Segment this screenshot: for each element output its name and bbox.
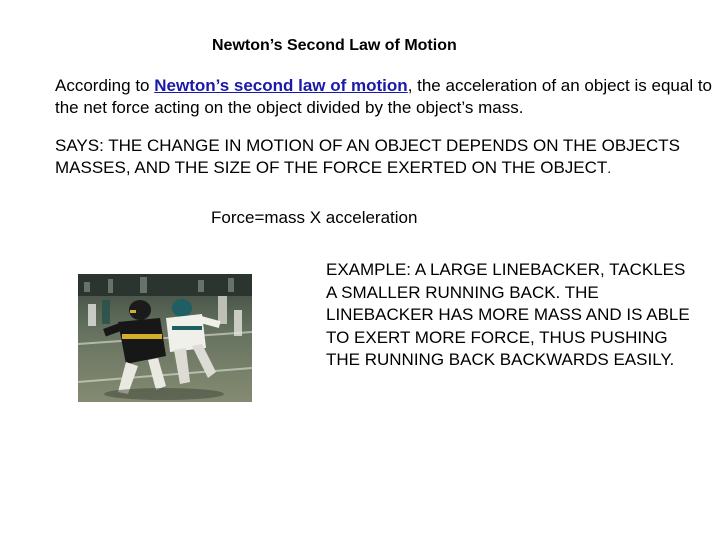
definition-paragraph (55, 75, 715, 119)
force-formula: Force=mass X acceleration (211, 208, 418, 227)
definition-text-start: According to (55, 76, 155, 95)
says-paragraph (55, 135, 715, 179)
example-text: EXAMPLE: A LARGE LINEBACKER, TACKLES A SMALLER RUNNING BACK. THE LINEBACKER HAS MORE MASS AND IS ABLE TO EXERT MORE FORCE, THUS PUSHING THE RUNNING BACK BACKWARDS EASILY. (326, 260, 690, 369)
says-text: SAYS: THE CHANGE IN MOTION OF AN OBJECT DEPENDS ON THE OBJECTS MASSES, AND THE SIZE OF THE FORCE EXERTED ON THE OBJECT (55, 136, 681, 177)
newtons-second-law-link[interactable]: Newton’s second law of motion (154, 76, 408, 95)
definition-text-end: , the acceleration of an object is equal to the net force acting on the object divided by the object’s mass. (55, 76, 712, 117)
football-tackle-image (78, 274, 252, 402)
says-period: . (607, 160, 612, 176)
slide-title: Newton’s Second Law of Motion (212, 37, 457, 54)
